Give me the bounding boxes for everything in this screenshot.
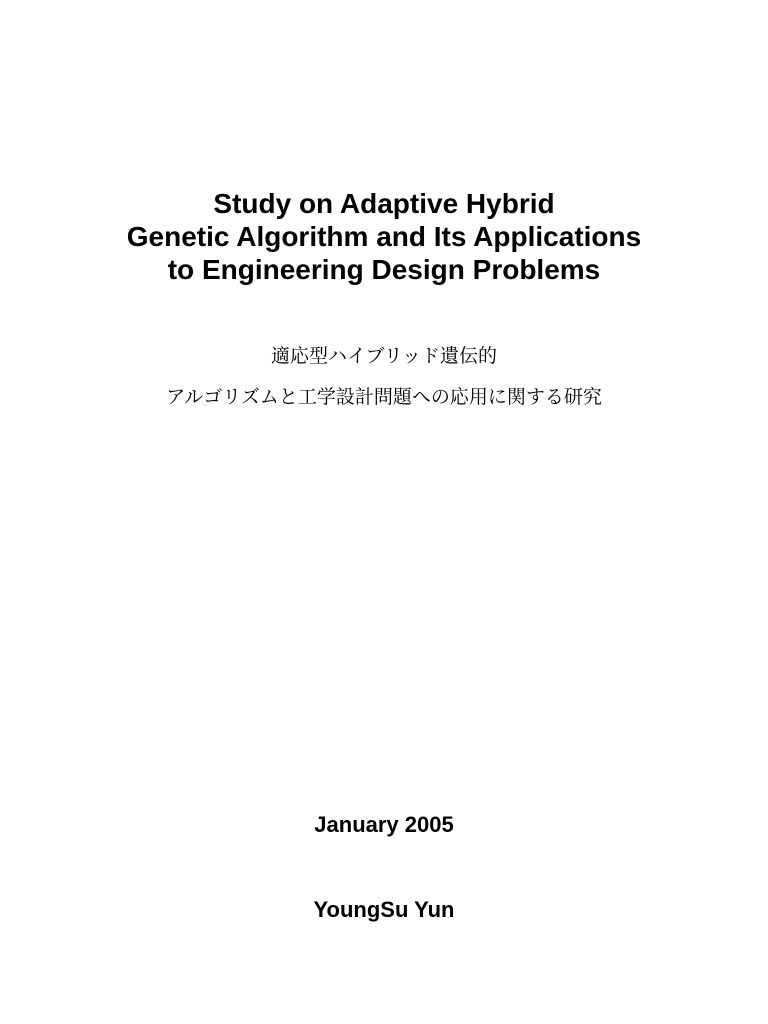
- title-line-3: to Engineering Design Problems: [167, 254, 601, 285]
- author-name: YoungSu Yun: [313, 897, 455, 922]
- japanese-title-line-2: アルゴリズムと工学設計問題への応用に関する研究: [166, 386, 602, 408]
- english-title: [0, 187, 768, 286]
- title-line-1: Study on Adaptive Hybrid: [213, 188, 555, 219]
- title-line-2: Genetic Algorithm and Its Applications: [126, 221, 642, 252]
- japanese-title-line-1: 適応型ハイブリッド遺伝的: [271, 345, 497, 367]
- japanese-title: [0, 336, 768, 418]
- publication-date: January 2005: [314, 812, 454, 837]
